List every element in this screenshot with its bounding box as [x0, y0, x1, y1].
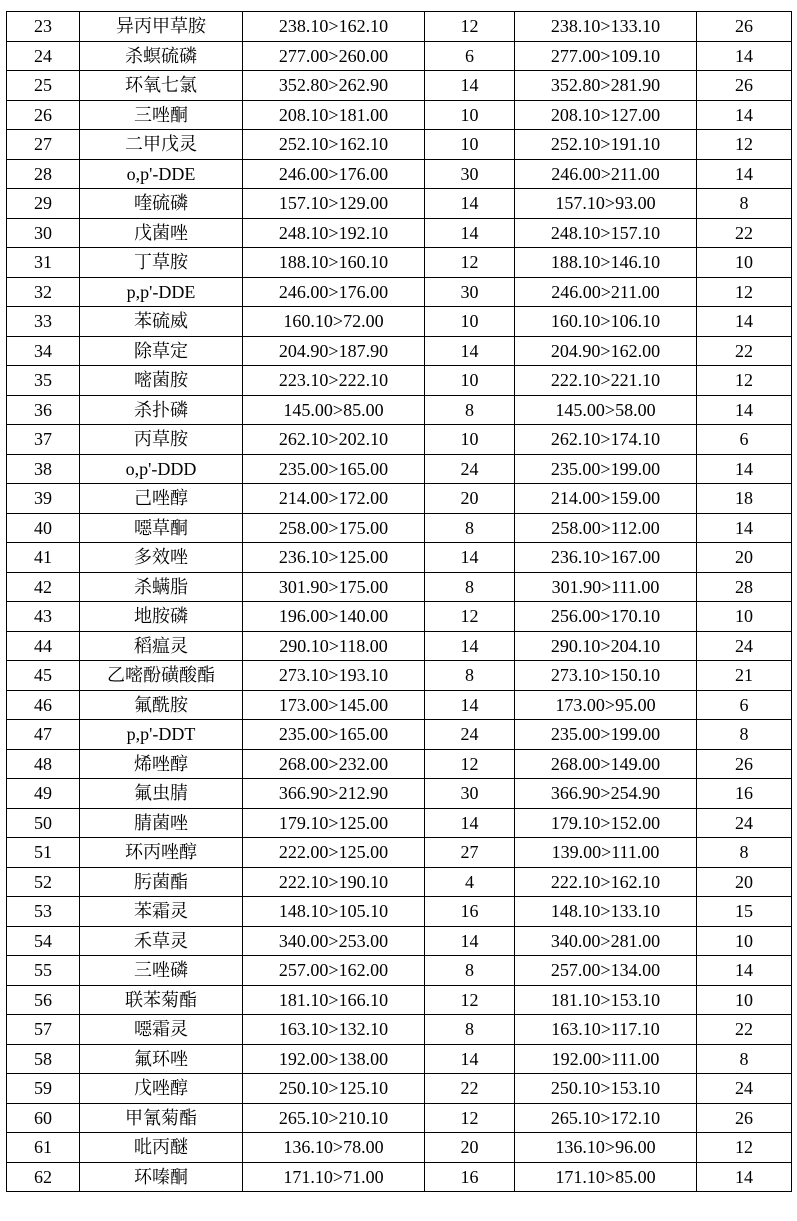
cell-compound-name: 禾草灵 [80, 926, 243, 956]
cell-quant-transition: 223.10>222.10 [243, 366, 425, 396]
cell-number: 31 [7, 248, 80, 278]
cell-qual-collision-energy: 12 [697, 1133, 792, 1163]
cell-compound-name: 稻瘟灵 [80, 631, 243, 661]
cell-compound-name: 除草定 [80, 336, 243, 366]
cell-number: 51 [7, 838, 80, 868]
cell-qual-transition: 246.00>211.00 [515, 159, 697, 189]
cell-number: 49 [7, 779, 80, 809]
cell-quant-transition: 246.00>176.00 [243, 159, 425, 189]
cell-qual-transition: 258.00>112.00 [515, 513, 697, 543]
table-row [7, 12, 792, 42]
cell-quant-transition: 250.10>125.10 [243, 1074, 425, 1104]
cell-quant-collision-energy: 30 [425, 779, 515, 809]
cell-compound-name: p,p'-DDE [80, 277, 243, 307]
cell-qual-transition: 366.90>254.90 [515, 779, 697, 809]
cell-number: 32 [7, 277, 80, 307]
cell-number: 30 [7, 218, 80, 248]
cell-quant-collision-energy: 8 [425, 661, 515, 691]
cell-quant-collision-energy: 24 [425, 454, 515, 484]
cell-number: 48 [7, 749, 80, 779]
cell-number: 45 [7, 661, 80, 691]
table-row [7, 808, 792, 838]
cell-number: 35 [7, 366, 80, 396]
cell-number: 41 [7, 543, 80, 573]
cell-quant-collision-energy: 10 [425, 130, 515, 160]
table-row [7, 454, 792, 484]
cell-compound-name: 嘧菌胺 [80, 366, 243, 396]
cell-qual-transition: 208.10>127.00 [515, 100, 697, 130]
cell-quant-collision-energy: 22 [425, 1074, 515, 1104]
cell-quant-collision-energy: 14 [425, 1044, 515, 1074]
cell-quant-collision-energy: 20 [425, 484, 515, 514]
cell-compound-name: 噁霜灵 [80, 1015, 243, 1045]
cell-compound-name: 戊菌唑 [80, 218, 243, 248]
cell-compound-name: 氟环唑 [80, 1044, 243, 1074]
cell-number: 59 [7, 1074, 80, 1104]
cell-quant-collision-energy: 16 [425, 897, 515, 927]
cell-number: 27 [7, 130, 80, 160]
cell-number: 42 [7, 572, 80, 602]
table-row [7, 956, 792, 986]
table-row [7, 985, 792, 1015]
cell-quant-collision-energy: 16 [425, 1162, 515, 1192]
cell-qual-collision-energy: 14 [697, 100, 792, 130]
cell-qual-transition: 301.90>111.00 [515, 572, 697, 602]
table-row [7, 130, 792, 160]
cell-compound-name: 丙草胺 [80, 425, 243, 455]
table-row [7, 897, 792, 927]
table-row [7, 867, 792, 897]
cell-qual-transition: 352.80>281.90 [515, 71, 697, 101]
cell-quant-collision-energy: 6 [425, 41, 515, 71]
cell-quant-transition: 214.00>172.00 [243, 484, 425, 514]
cell-compound-name: 联苯菊酯 [80, 985, 243, 1015]
cell-qual-collision-energy: 16 [697, 779, 792, 809]
table-row [7, 749, 792, 779]
cell-number: 46 [7, 690, 80, 720]
table-row [7, 100, 792, 130]
cell-qual-collision-energy: 12 [697, 277, 792, 307]
cell-quant-transition: 366.90>212.90 [243, 779, 425, 809]
cell-qual-transition: 214.00>159.00 [515, 484, 697, 514]
cell-quant-transition: 246.00>176.00 [243, 277, 425, 307]
table-row [7, 71, 792, 101]
cell-qual-collision-energy: 28 [697, 572, 792, 602]
table-row [7, 513, 792, 543]
cell-number: 55 [7, 956, 80, 986]
cell-quant-transition: 340.00>253.00 [243, 926, 425, 956]
table-row [7, 277, 792, 307]
cell-qual-collision-energy: 14 [697, 1162, 792, 1192]
cell-qual-transition: 163.10>117.10 [515, 1015, 697, 1045]
table-row [7, 218, 792, 248]
cell-number: 38 [7, 454, 80, 484]
table-row [7, 248, 792, 278]
cell-quant-transition: 196.00>140.00 [243, 602, 425, 632]
table-row [7, 1162, 792, 1192]
table-row [7, 366, 792, 396]
cell-qual-collision-energy: 20 [697, 867, 792, 897]
cell-qual-collision-energy: 21 [697, 661, 792, 691]
cell-compound-name: p,p'-DDT [80, 720, 243, 750]
cell-quant-collision-energy: 10 [425, 307, 515, 337]
cell-qual-collision-energy: 24 [697, 808, 792, 838]
cell-compound-name: 吡丙醚 [80, 1133, 243, 1163]
cell-quant-transition: 181.10>166.10 [243, 985, 425, 1015]
cell-quant-transition: 148.10>105.10 [243, 897, 425, 927]
table-row [7, 395, 792, 425]
table-row [7, 336, 792, 366]
cell-quant-transition: 204.90>187.90 [243, 336, 425, 366]
cell-quant-collision-energy: 12 [425, 749, 515, 779]
cell-qual-transition: 256.00>170.10 [515, 602, 697, 632]
cell-quant-transition: 352.80>262.90 [243, 71, 425, 101]
cell-qual-transition: 222.10>221.10 [515, 366, 697, 396]
table-row [7, 838, 792, 868]
table-row [7, 1133, 792, 1163]
pesticide-transition-table [6, 11, 792, 1192]
table-row [7, 926, 792, 956]
cell-qual-collision-energy: 10 [697, 985, 792, 1015]
cell-compound-name: 噁草酮 [80, 513, 243, 543]
table-row [7, 307, 792, 337]
cell-quant-collision-energy: 14 [425, 189, 515, 219]
cell-quant-collision-energy: 20 [425, 1133, 515, 1163]
cell-number: 54 [7, 926, 80, 956]
cell-quant-transition: 179.10>125.00 [243, 808, 425, 838]
cell-compound-name: 三唑酮 [80, 100, 243, 130]
cell-quant-collision-energy: 14 [425, 543, 515, 573]
cell-qual-transition: 290.10>204.10 [515, 631, 697, 661]
cell-quant-collision-energy: 12 [425, 12, 515, 42]
cell-compound-name: 甲氰菊酯 [80, 1103, 243, 1133]
cell-quant-collision-energy: 12 [425, 602, 515, 632]
cell-quant-collision-energy: 24 [425, 720, 515, 750]
cell-compound-name: 环氧七氯 [80, 71, 243, 101]
cell-number: 23 [7, 12, 80, 42]
cell-number: 62 [7, 1162, 80, 1192]
table-row [7, 690, 792, 720]
cell-qual-transition: 179.10>152.00 [515, 808, 697, 838]
cell-qual-collision-energy: 22 [697, 1015, 792, 1045]
cell-qual-collision-energy: 8 [697, 720, 792, 750]
cell-number: 52 [7, 867, 80, 897]
cell-qual-collision-energy: 14 [697, 41, 792, 71]
table-row [7, 543, 792, 573]
cell-compound-name: 戊唑醇 [80, 1074, 243, 1104]
cell-quant-collision-energy: 14 [425, 808, 515, 838]
cell-quant-transition: 268.00>232.00 [243, 749, 425, 779]
cell-number: 33 [7, 307, 80, 337]
cell-number: 24 [7, 41, 80, 71]
cell-quant-transition: 173.00>145.00 [243, 690, 425, 720]
cell-qual-collision-energy: 24 [697, 631, 792, 661]
table-row [7, 425, 792, 455]
table-row [7, 661, 792, 691]
cell-quant-collision-energy: 14 [425, 926, 515, 956]
cell-qual-collision-energy: 26 [697, 71, 792, 101]
cell-qual-collision-energy: 10 [697, 602, 792, 632]
cell-number: 36 [7, 395, 80, 425]
cell-compound-name: 地胺磷 [80, 602, 243, 632]
cell-qual-collision-energy: 22 [697, 218, 792, 248]
cell-quant-transition: 252.10>162.10 [243, 130, 425, 160]
cell-compound-name: 苯霜灵 [80, 897, 243, 927]
cell-qual-collision-energy: 8 [697, 189, 792, 219]
cell-compound-name: 丁草胺 [80, 248, 243, 278]
table-body [7, 12, 792, 1192]
cell-qual-transition: 257.00>134.00 [515, 956, 697, 986]
cell-compound-name: o,p'-DDE [80, 159, 243, 189]
cell-compound-name: 烯唑醇 [80, 749, 243, 779]
cell-qual-transition: 268.00>149.00 [515, 749, 697, 779]
cell-qual-transition: 173.00>95.00 [515, 690, 697, 720]
cell-qual-collision-energy: 14 [697, 454, 792, 484]
cell-qual-collision-energy: 6 [697, 425, 792, 455]
table-row [7, 720, 792, 750]
cell-qual-transition: 181.10>153.10 [515, 985, 697, 1015]
cell-quant-transition: 265.10>210.10 [243, 1103, 425, 1133]
cell-quant-collision-energy: 14 [425, 71, 515, 101]
cell-qual-transition: 160.10>106.10 [515, 307, 697, 337]
cell-quant-transition: 238.10>162.10 [243, 12, 425, 42]
cell-qual-transition: 252.10>191.10 [515, 130, 697, 160]
table-row [7, 1103, 792, 1133]
cell-number: 40 [7, 513, 80, 543]
cell-qual-collision-energy: 8 [697, 1044, 792, 1074]
cell-compound-name: 杀螨脂 [80, 572, 243, 602]
table-row [7, 1015, 792, 1045]
cell-qual-transition: 145.00>58.00 [515, 395, 697, 425]
cell-qual-collision-energy: 26 [697, 1103, 792, 1133]
cell-quant-collision-energy: 14 [425, 631, 515, 661]
cell-number: 34 [7, 336, 80, 366]
cell-quant-collision-energy: 12 [425, 248, 515, 278]
cell-quant-transition: 208.10>181.00 [243, 100, 425, 130]
table-row [7, 1074, 792, 1104]
table-row [7, 41, 792, 71]
cell-qual-transition: 265.10>172.10 [515, 1103, 697, 1133]
cell-number: 43 [7, 602, 80, 632]
table-row [7, 1044, 792, 1074]
cell-compound-name: 杀扑磷 [80, 395, 243, 425]
cell-quant-transition: 262.10>202.10 [243, 425, 425, 455]
cell-quant-collision-energy: 30 [425, 159, 515, 189]
cell-quant-transition: 192.00>138.00 [243, 1044, 425, 1074]
cell-quant-transition: 273.10>193.10 [243, 661, 425, 691]
cell-compound-name: 氟虫腈 [80, 779, 243, 809]
cell-qual-collision-energy: 14 [697, 513, 792, 543]
cell-compound-name: 三唑磷 [80, 956, 243, 986]
cell-qual-collision-energy: 12 [697, 130, 792, 160]
cell-compound-name: 己唑醇 [80, 484, 243, 514]
cell-qual-transition: 188.10>146.10 [515, 248, 697, 278]
cell-quant-collision-energy: 30 [425, 277, 515, 307]
cell-quant-transition: 248.10>192.10 [243, 218, 425, 248]
cell-qual-transition: 157.10>93.00 [515, 189, 697, 219]
cell-quant-collision-energy: 14 [425, 690, 515, 720]
cell-quant-transition: 301.90>175.00 [243, 572, 425, 602]
cell-qual-collision-energy: 20 [697, 543, 792, 573]
cell-quant-transition: 171.10>71.00 [243, 1162, 425, 1192]
cell-number: 25 [7, 71, 80, 101]
cell-qual-transition: 273.10>150.10 [515, 661, 697, 691]
cell-compound-name: 环丙唑醇 [80, 838, 243, 868]
cell-number: 26 [7, 100, 80, 130]
cell-qual-transition: 235.00>199.00 [515, 454, 697, 484]
cell-quant-transition: 222.10>190.10 [243, 867, 425, 897]
cell-compound-name: 苯硫威 [80, 307, 243, 337]
cell-quant-collision-energy: 14 [425, 218, 515, 248]
cell-qual-collision-energy: 15 [697, 897, 792, 927]
cell-compound-name: 喹硫磷 [80, 189, 243, 219]
cell-number: 39 [7, 484, 80, 514]
cell-qual-transition: 277.00>109.10 [515, 41, 697, 71]
cell-qual-transition: 139.00>111.00 [515, 838, 697, 868]
cell-qual-collision-energy: 26 [697, 749, 792, 779]
cell-quant-collision-energy: 8 [425, 956, 515, 986]
cell-quant-transition: 163.10>132.10 [243, 1015, 425, 1045]
cell-quant-transition: 160.10>72.00 [243, 307, 425, 337]
cell-qual-transition: 250.10>153.10 [515, 1074, 697, 1104]
table-row [7, 484, 792, 514]
cell-compound-name: 氟酰胺 [80, 690, 243, 720]
table-row [7, 779, 792, 809]
cell-number: 60 [7, 1103, 80, 1133]
cell-quant-collision-energy: 12 [425, 1103, 515, 1133]
cell-number: 56 [7, 985, 80, 1015]
cell-qual-transition: 222.10>162.10 [515, 867, 697, 897]
cell-quant-collision-energy: 4 [425, 867, 515, 897]
cell-compound-name: 异丙甲草胺 [80, 12, 243, 42]
cell-qual-transition: 235.00>199.00 [515, 720, 697, 750]
cell-qual-collision-energy: 18 [697, 484, 792, 514]
cell-number: 28 [7, 159, 80, 189]
cell-quant-transition: 145.00>85.00 [243, 395, 425, 425]
cell-number: 58 [7, 1044, 80, 1074]
cell-quant-collision-energy: 10 [425, 100, 515, 130]
cell-qual-collision-energy: 14 [697, 395, 792, 425]
cell-qual-transition: 238.10>133.10 [515, 12, 697, 42]
cell-quant-collision-energy: 8 [425, 395, 515, 425]
cell-quant-transition: 290.10>118.00 [243, 631, 425, 661]
cell-qual-transition: 246.00>211.00 [515, 277, 697, 307]
cell-compound-name: 多效唑 [80, 543, 243, 573]
table-row [7, 631, 792, 661]
cell-compound-name: 环嗪酮 [80, 1162, 243, 1192]
cell-compound-name: 腈菌唑 [80, 808, 243, 838]
cell-qual-transition: 340.00>281.00 [515, 926, 697, 956]
table-row [7, 189, 792, 219]
cell-quant-collision-energy: 12 [425, 985, 515, 1015]
cell-number: 57 [7, 1015, 80, 1045]
cell-quant-transition: 235.00>165.00 [243, 720, 425, 750]
cell-number: 53 [7, 897, 80, 927]
cell-qual-collision-energy: 26 [697, 12, 792, 42]
cell-quant-transition: 236.10>125.00 [243, 543, 425, 573]
cell-quant-collision-energy: 27 [425, 838, 515, 868]
cell-qual-transition: 236.10>167.00 [515, 543, 697, 573]
table-row [7, 602, 792, 632]
cell-quant-transition: 136.10>78.00 [243, 1133, 425, 1163]
cell-number: 61 [7, 1133, 80, 1163]
cell-quant-collision-energy: 10 [425, 425, 515, 455]
cell-qual-collision-energy: 10 [697, 248, 792, 278]
cell-qual-collision-energy: 24 [697, 1074, 792, 1104]
cell-quant-collision-energy: 8 [425, 572, 515, 602]
cell-qual-collision-energy: 8 [697, 838, 792, 868]
cell-qual-transition: 148.10>133.10 [515, 897, 697, 927]
cell-quant-collision-energy: 8 [425, 1015, 515, 1045]
cell-qual-collision-energy: 14 [697, 159, 792, 189]
cell-number: 29 [7, 189, 80, 219]
cell-quant-transition: 222.00>125.00 [243, 838, 425, 868]
cell-qual-transition: 192.00>111.00 [515, 1044, 697, 1074]
cell-qual-transition: 136.10>96.00 [515, 1133, 697, 1163]
table-row [7, 572, 792, 602]
cell-compound-name: 二甲戊灵 [80, 130, 243, 160]
cell-compound-name: o,p'-DDD [80, 454, 243, 484]
data-table-container [6, 11, 791, 1192]
cell-qual-collision-energy: 14 [697, 956, 792, 986]
cell-qual-transition: 171.10>85.00 [515, 1162, 697, 1192]
cell-quant-transition: 157.10>129.00 [243, 189, 425, 219]
cell-number: 47 [7, 720, 80, 750]
cell-quant-transition: 258.00>175.00 [243, 513, 425, 543]
table-row [7, 159, 792, 189]
cell-qual-collision-energy: 6 [697, 690, 792, 720]
cell-qual-transition: 204.90>162.00 [515, 336, 697, 366]
cell-qual-transition: 248.10>157.10 [515, 218, 697, 248]
cell-quant-transition: 257.00>162.00 [243, 956, 425, 986]
cell-compound-name: 肟菌酯 [80, 867, 243, 897]
cell-quant-collision-energy: 10 [425, 366, 515, 396]
cell-qual-collision-energy: 22 [697, 336, 792, 366]
cell-quant-collision-energy: 8 [425, 513, 515, 543]
cell-number: 44 [7, 631, 80, 661]
cell-quant-transition: 188.10>160.10 [243, 248, 425, 278]
cell-quant-transition: 277.00>260.00 [243, 41, 425, 71]
cell-qual-collision-energy: 14 [697, 307, 792, 337]
cell-qual-transition: 262.10>174.10 [515, 425, 697, 455]
cell-qual-collision-energy: 12 [697, 366, 792, 396]
cell-qual-collision-energy: 10 [697, 926, 792, 956]
cell-number: 50 [7, 808, 80, 838]
cell-compound-name: 乙嘧酚磺酸酯 [80, 661, 243, 691]
cell-number: 37 [7, 425, 80, 455]
cell-quant-transition: 235.00>165.00 [243, 454, 425, 484]
cell-quant-collision-energy: 14 [425, 336, 515, 366]
cell-compound-name: 杀螟硫磷 [80, 41, 243, 71]
